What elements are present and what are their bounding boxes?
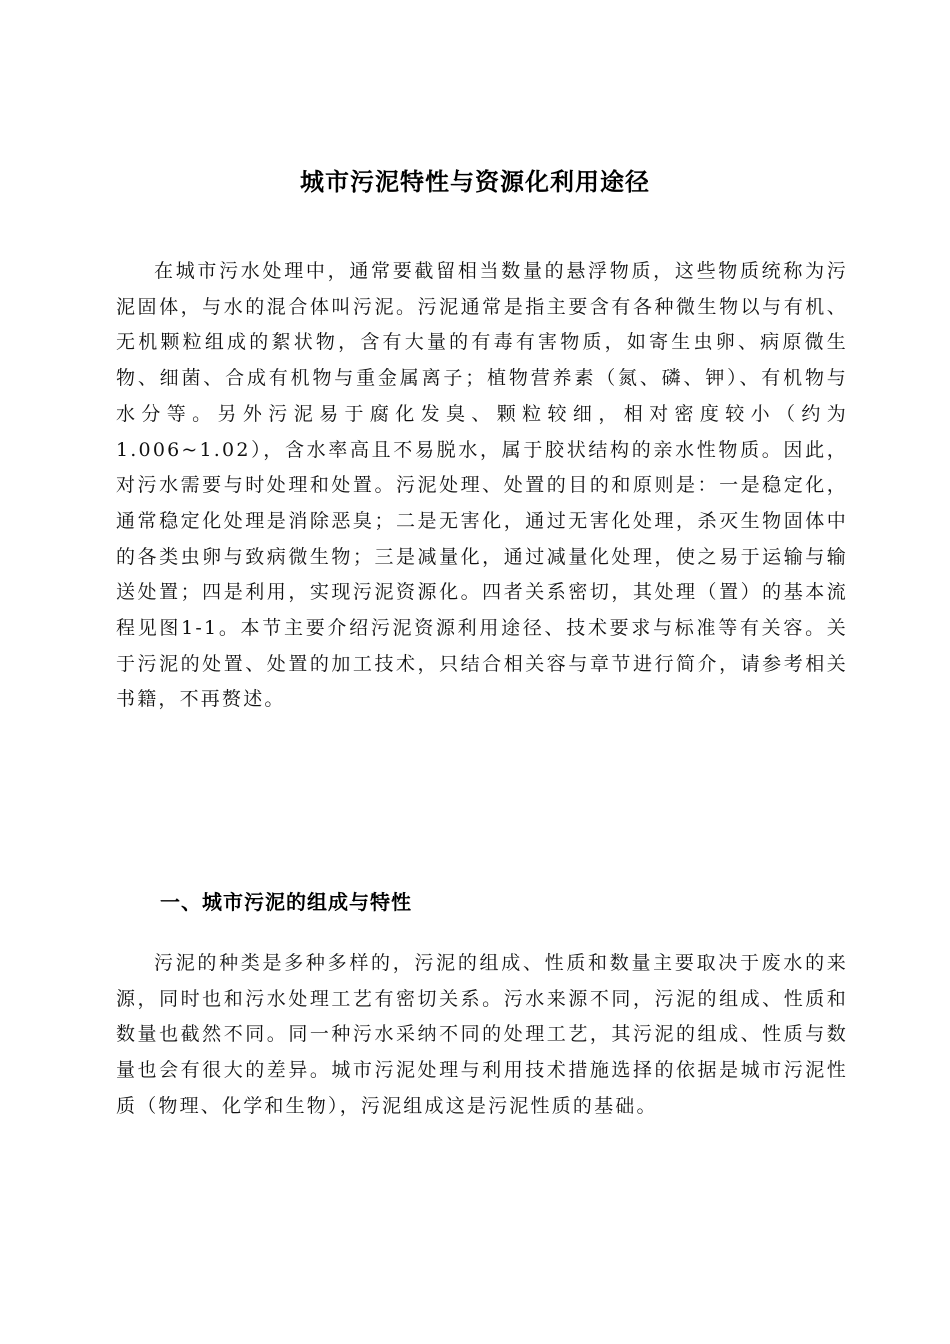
section-paragraph: 污泥的种类是多种多样的，污泥的组成、性质和数量主要取决于废水的来源，同时也和污水处理工艺有密切关系。污水来源不同，污泥的组成、性质和数量也截然不同。同一种污水采纳不同的处理工艺，其污泥的组成、性质与数量也会有很大的差异。城市污泥处理与利用技术措施选择的依据是城市污泥性质（物理、化学和生物），污泥组成这是污泥性质的基础。 [116, 952, 848, 1117]
intro-paragraph: 在城市污水处理中，通常要截留相当数量的悬浮物质，这些物质统称为污泥固体，与水的混合体叫污泥。污泥通常是指主要含有各种微生物以与有机、无机颗粒组成的絮状物，含有大量的有毒有害物质，如寄生虫卵、病原微生物、细菌、合成有机物与重金属离子；植物营养素（氮、磷、钾）、有机物与水分等。另外污泥易于腐化发臭、颗粒较细，相对密度较小（约为1.006~1.02），含水率高且不易脱水，属于胶状结构的亲水性物质。因此，对污水需要与时处理和处置。污泥处理、处置的目的和原则是：一是稳定化，通常稳定化处理是消除恶臭；二是无害化，通过无害化处理，杀灭生物固体中的各类虫卵与致病微生物；三是减量化，通过减量化处理，使之易于运输与输送处置；四是利用，实现污泥资源化。四者关系密切，其处理（置）的基本流程见图1-1。本节主要介绍污泥资源利用途径、技术要求与标准等有关容。关于污泥的处置、处置的加工技术，只结合相关容与章节进行简介，请参考相关书籍，不再赘述。 [116, 260, 848, 711]
section-heading: 一、城市污泥的组成与特性 [160, 890, 412, 914]
document-title: 城市污泥特性与资源化利用途径 [300, 168, 650, 196]
